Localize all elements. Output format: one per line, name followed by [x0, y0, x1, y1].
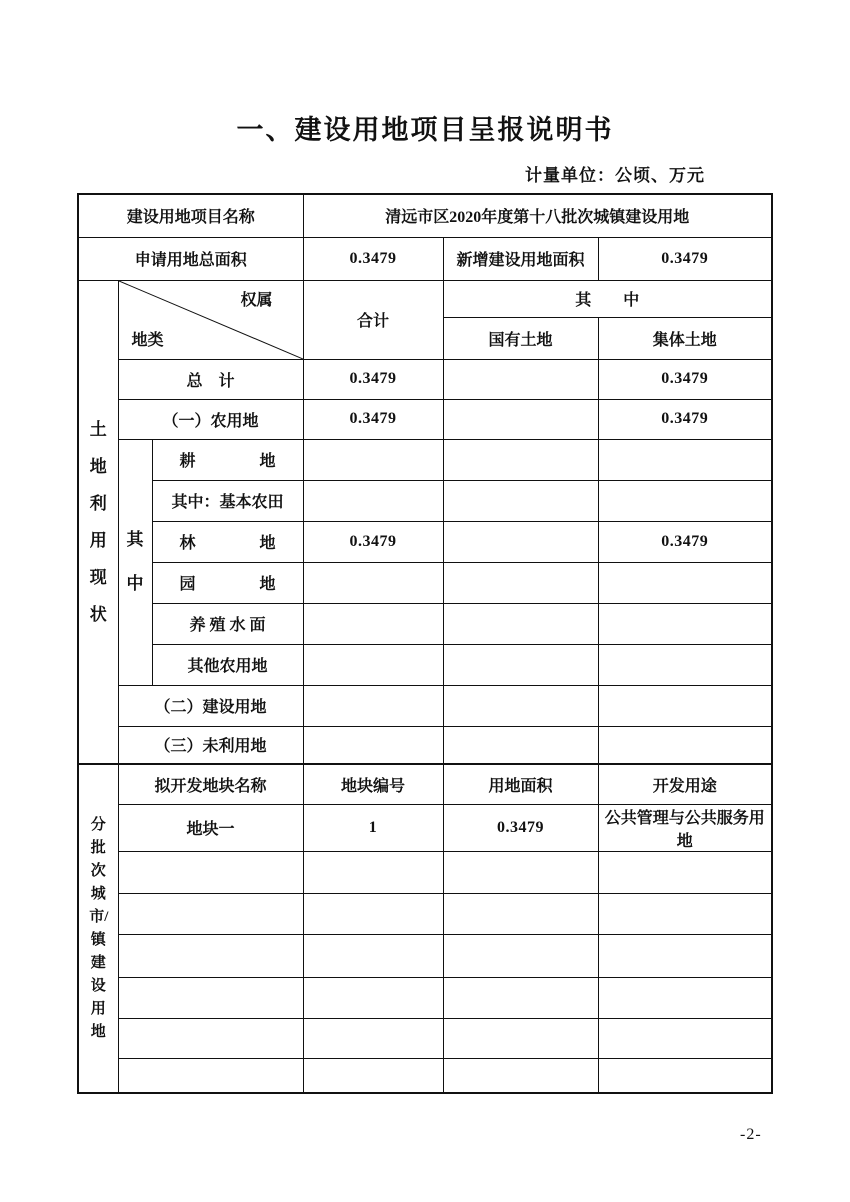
- parcel-purpose: [598, 1018, 772, 1058]
- parcel-row: [78, 934, 772, 977]
- land-row-state-value: [443, 399, 598, 439]
- parcel-name: 地块一: [118, 804, 303, 851]
- parcel-purpose: [598, 851, 772, 893]
- new-area-value: 0.3479: [598, 237, 772, 280]
- parcel-number: [303, 851, 443, 893]
- land-row-label: 其他农用地: [152, 644, 303, 685]
- diagonal-label-ownership: 权属: [240, 291, 273, 309]
- land-row-collective-value: [598, 685, 772, 726]
- parcel-purpose: [598, 1058, 772, 1093]
- parcel-row: [78, 893, 772, 934]
- parcel-purpose: [598, 977, 772, 1018]
- page-title: 一、建设用地项目呈报说明书: [236, 115, 614, 145]
- parcel-number: [303, 1018, 443, 1058]
- column-header-total: 合计: [303, 280, 443, 359]
- parcel-area: [443, 977, 598, 1018]
- land-row-label: （一）农用地: [118, 399, 303, 439]
- parcel-row: [78, 1058, 772, 1093]
- parcel-name: [118, 851, 303, 893]
- land-row-agricultural: [78, 399, 772, 439]
- parcel-row: [78, 851, 772, 893]
- land-row-state-value: [443, 685, 598, 726]
- parcel-area: [443, 1018, 598, 1058]
- parcel-name: [118, 977, 303, 1018]
- land-row-total-value: [303, 726, 443, 764]
- parcel-number: 1: [303, 804, 443, 851]
- section-land-use-label: [78, 280, 118, 764]
- section-land-use-label-text: 土地利用现状: [89, 419, 107, 624]
- land-row-collective-value: [598, 439, 772, 480]
- land-row-collective-value: 0.3479: [598, 359, 772, 399]
- parcel-header-area: 用地面积: [443, 764, 598, 804]
- parcel-number: [303, 977, 443, 1018]
- area-row: [78, 237, 772, 280]
- column-header-state-land: 国有土地: [443, 317, 598, 359]
- land-row-forest: [78, 521, 772, 562]
- parcel-purpose: [598, 893, 772, 934]
- land-row-state-value: [443, 480, 598, 521]
- section-parcels-label-text: 分批次城市/镇建设用地: [89, 816, 109, 1040]
- report-table: [77, 193, 773, 1094]
- land-row-label: （三）未利用地: [118, 726, 303, 764]
- land-row-state-value: [443, 603, 598, 644]
- land-row-collective-value: [598, 562, 772, 603]
- land-row-aquaculture: [78, 603, 772, 644]
- land-row-other-agricultural: [78, 644, 772, 685]
- parcel-area: 0.3479: [443, 804, 598, 851]
- parcel-header-purpose: 开发用途: [598, 764, 772, 804]
- parcel-area: [443, 893, 598, 934]
- parcel-area: [443, 934, 598, 977]
- land-row-total-value: 0.3479: [303, 521, 443, 562]
- land-row-collective-value: 0.3479: [598, 521, 772, 562]
- land-row-garden: [78, 562, 772, 603]
- unit-note: 计量单位：公顷、万元: [525, 166, 705, 185]
- parcel-row: [78, 1018, 772, 1058]
- new-area-label: 新增建设用地面积: [443, 237, 598, 280]
- land-row-label: 林 地: [152, 521, 303, 562]
- parcel-purpose: 公共管理与公共服务用地: [598, 804, 772, 851]
- land-row-total-value: [303, 562, 443, 603]
- land-row-state-value: [443, 644, 598, 685]
- land-use-header-row: [78, 280, 772, 317]
- land-row-total-value: [303, 685, 443, 726]
- land-row-collective-value: [598, 603, 772, 644]
- parcel-number: [303, 1058, 443, 1093]
- subgroup-among-label-text: 其中: [126, 530, 144, 593]
- project-name-label: 建设用地项目名称: [78, 194, 303, 237]
- land-row-label: 其中：基本农田: [152, 480, 303, 521]
- parcel-area: [443, 1058, 598, 1093]
- parcel-area: [443, 851, 598, 893]
- project-name-value: 清远市区2020年度第十八批次城镇建设用地: [303, 194, 772, 237]
- parcel-row: [78, 804, 772, 851]
- land-row-total-value: [303, 439, 443, 480]
- parcel-row: [78, 977, 772, 1018]
- land-row-label: （二）建设用地: [118, 685, 303, 726]
- land-row-label: 总 计: [118, 359, 303, 399]
- column-header-collective-land: 集体土地: [598, 317, 772, 359]
- land-row-state-value: [443, 726, 598, 764]
- diagonal-label-land-type: 地类: [131, 331, 164, 349]
- land-row-construction: [78, 685, 772, 726]
- project-name-row: [78, 194, 772, 237]
- land-row-total-value: 0.3479: [303, 359, 443, 399]
- section-parcels-label: [78, 764, 118, 1093]
- applied-area-value: 0.3479: [303, 237, 443, 280]
- parcel-header-name: 拟开发地块名称: [118, 764, 303, 804]
- land-row-unused: [78, 726, 772, 764]
- land-row-state-value: [443, 439, 598, 480]
- land-row-total-value: [303, 603, 443, 644]
- land-row-state-value: [443, 521, 598, 562]
- page-number: -2-: [740, 1126, 762, 1143]
- parcels-header-row: [78, 764, 772, 804]
- land-row-total-value: [303, 644, 443, 685]
- land-row-collective-value: [598, 726, 772, 764]
- column-header-among: 其 中: [443, 280, 772, 317]
- parcel-name: [118, 893, 303, 934]
- land-row-label: 养 殖 水 面: [152, 603, 303, 644]
- land-row-basic-farmland: [78, 480, 772, 521]
- parcel-purpose: [598, 934, 772, 977]
- land-row-cultivated: [78, 439, 772, 480]
- parcel-number: [303, 934, 443, 977]
- land-row-label: 园 地: [152, 562, 303, 603]
- land-row-total-value: [303, 480, 443, 521]
- parcel-number: [303, 893, 443, 934]
- parcel-name: [118, 1058, 303, 1093]
- subgroup-among-label: [118, 439, 152, 685]
- parcel-header-number: 地块编号: [303, 764, 443, 804]
- land-row-label: 耕 地: [152, 439, 303, 480]
- land-row-collective-value: 0.3479: [598, 399, 772, 439]
- land-row-collective-value: [598, 644, 772, 685]
- land-row-total-value: 0.3479: [303, 399, 443, 439]
- land-row-state-value: [443, 562, 598, 603]
- applied-area-label: 申请用地总面积: [78, 237, 303, 280]
- parcel-name: [118, 934, 303, 977]
- land-row-collective-value: [598, 480, 772, 521]
- land-row-grand-total: [78, 359, 772, 399]
- diagonal-header-cell: [118, 280, 303, 359]
- land-row-state-value: [443, 359, 598, 399]
- parcel-name: [118, 1018, 303, 1058]
